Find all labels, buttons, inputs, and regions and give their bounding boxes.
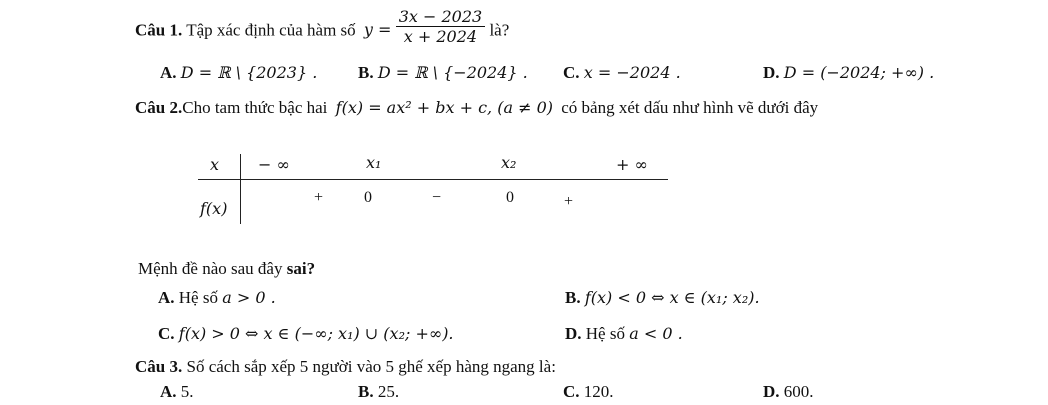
option-text: 25.	[377, 382, 400, 401]
question-3-option-c[interactable]	[563, 382, 614, 402]
sign-table-neg-inf: − ∞	[258, 155, 290, 174]
option-label: D.	[565, 324, 582, 343]
question-1-y-eq: y =	[363, 20, 392, 40]
sign-table-x1: x₁	[366, 153, 382, 172]
option-label: D.	[763, 382, 780, 401]
question-2-stem	[135, 98, 818, 118]
sign-table-zero-2: 0	[506, 189, 514, 206]
question-3-stem	[135, 357, 556, 377]
sign-table-vertical-line	[240, 154, 241, 224]
option-math: a > 0 .	[222, 288, 276, 307]
option-label: B.	[358, 382, 374, 401]
sign-table-x-label: x	[210, 155, 220, 174]
option-text: D = (−2024; +∞) .	[783, 63, 935, 82]
question-1-suffix: là?	[489, 20, 510, 40]
question-3-option-b[interactable]	[358, 382, 399, 402]
sign-table-sign-1: +	[314, 189, 324, 206]
option-text: x = −2024 .	[583, 63, 681, 82]
question-1-option-b[interactable]	[358, 63, 528, 83]
sign-table-sign-2: −	[432, 189, 442, 206]
question-3-option-a[interactable]	[160, 382, 194, 402]
prompt-bold: sai	[286, 259, 307, 278]
option-text: 5.	[180, 382, 194, 401]
question-1-option-a[interactable]	[160, 63, 317, 83]
question-2-text-before: Cho tam thức bậc hai	[182, 98, 328, 117]
sign-table	[198, 152, 668, 232]
fraction-denominator: x + 2024	[403, 27, 478, 46]
option-math: f(x) < 0 ⇔ x ∈ (x₁; x₂).	[584, 288, 760, 307]
question-2-text-after: có bảng xét dấu như hình vẽ dưới đây	[561, 98, 819, 117]
prompt-end: ?	[306, 259, 316, 278]
question-2-option-d[interactable]	[565, 324, 683, 344]
question-1-text: Tập xác định của hàm số	[186, 20, 356, 40]
option-label: C.	[563, 63, 580, 82]
option-label: B.	[565, 288, 581, 307]
option-math: a < 0 .	[629, 324, 683, 343]
question-3-option-d[interactable]	[763, 382, 814, 402]
option-label: A.	[160, 382, 177, 401]
option-text: 120.	[583, 382, 614, 401]
option-text: Hệ số	[178, 288, 218, 307]
sign-table-zero-1: 0	[364, 189, 372, 206]
question-1-option-d[interactable]	[763, 63, 934, 83]
fraction-numerator: 3x − 2023	[396, 7, 486, 27]
question-2-option-a[interactable]	[158, 288, 276, 308]
sign-table-pos-inf: + ∞	[616, 155, 648, 174]
question-1-option-c[interactable]	[563, 63, 681, 83]
option-label: A.	[158, 288, 175, 307]
option-math: f(x) > 0 ⇔ x ∈ (−∞; x₁) ∪ (x₂; +∞).	[178, 324, 454, 343]
option-text: D = ℝ \ {2023} .	[180, 63, 318, 82]
option-label: D.	[763, 63, 780, 82]
question-3-label: Câu 3.	[135, 357, 183, 376]
sign-table-sign-3: +	[564, 193, 574, 210]
question-1-label: Câu 1.	[135, 20, 183, 40]
question-2-formula: f(x) = ax² + bx + c, (a ≠ 0)	[335, 98, 553, 117]
prompt-text: Mệnh đề nào sau đây	[138, 259, 283, 278]
option-text: D = ℝ \ {−2024} .	[377, 63, 528, 82]
question-2-prompt	[138, 259, 315, 279]
sign-table-fx-label: f(x)	[200, 199, 228, 218]
option-text: Hệ số	[585, 324, 625, 343]
option-label: C.	[158, 324, 175, 343]
question-1-fraction	[396, 7, 486, 46]
option-text: 600.	[783, 382, 814, 401]
question-2-label: Câu 2.	[135, 98, 183, 117]
question-2-option-b[interactable]	[565, 288, 760, 308]
question-1-stem	[135, 7, 510, 46]
option-label: C.	[563, 382, 580, 401]
question-3-text: Số cách sắp xếp 5 người vào 5 ghế xếp hàng ngang là:	[186, 357, 556, 376]
option-label: A.	[160, 63, 177, 82]
sign-table-x2: x₂	[501, 153, 517, 172]
sign-table-horizontal-line	[198, 179, 668, 180]
question-2-option-c[interactable]	[158, 324, 454, 344]
option-label: B.	[358, 63, 374, 82]
